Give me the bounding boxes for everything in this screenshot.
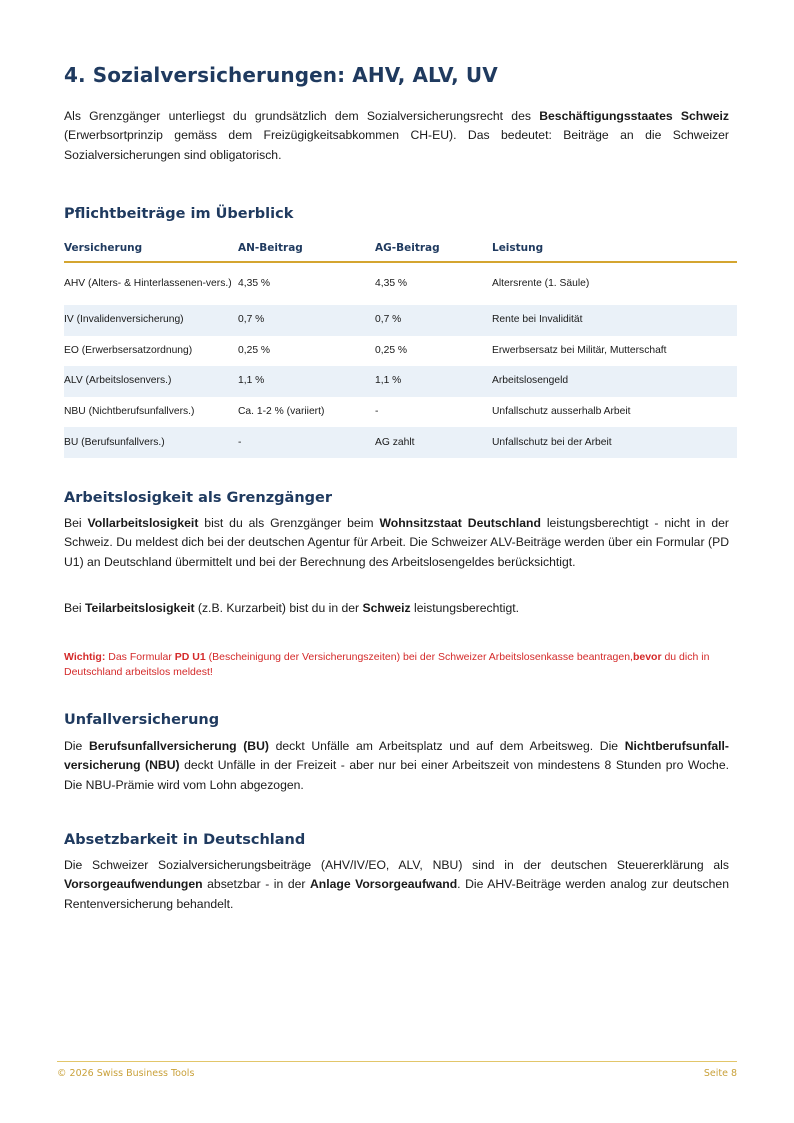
cell-ag-beitrag: 1,1 % <box>375 366 492 397</box>
text: Die <box>64 739 89 753</box>
text: du dich in Deutschland arbeitslos meldest! <box>64 651 710 678</box>
cell-ag-beitrag: - <box>375 406 379 418</box>
accident-paragraph <box>64 737 729 795</box>
cell-an-beitrag: 4,35 % <box>238 278 271 289</box>
bold-text: Berufsunfallversicherung (BU) <box>88 739 269 753</box>
text: deckt Unfälle am Arbeitsplatz und auf dem Arbeitsweg. Die <box>268 739 625 753</box>
cell-an-beitrag: - <box>238 427 375 458</box>
text: absetzbar - in der <box>202 877 310 892</box>
overview-heading: Pflichtbeiträge im Überblick <box>64 206 294 222</box>
header-versicherung: Versicherung <box>64 234 238 262</box>
bold-text: Vorsorgeaufwendungen <box>64 877 203 892</box>
intro-bold-1: Beschäftigungsstaates Schweiz <box>539 109 729 123</box>
text: bist du als Grenzgänger beim <box>198 516 380 530</box>
cell-versicherung: AHV (Alters- & Hinterlassenen-vers.) <box>64 278 232 289</box>
cell-ag-beitrag: 0,7 % <box>375 305 492 336</box>
footer-copyright: © 2026 Swiss Business Tools <box>57 1068 195 1079</box>
deductibility-paragraph <box>64 856 729 914</box>
table-row <box>64 305 737 336</box>
page-title: 4. Sozialversicherungen: AHV, ALV, UV <box>64 63 498 87</box>
unemployment-paragraph-2 <box>64 599 729 618</box>
cell-versicherung: IV (Invalidenversicherung) <box>64 305 238 336</box>
header-ag-beitrag: AG-Beitrag <box>375 234 492 262</box>
cell-leistung: Erwerbsersatz bei Militär, Mutterschaft <box>492 344 667 356</box>
text: Bei <box>64 516 88 530</box>
text: leistungsberechtigt - nicht in der Schweiz. Du meldest dich bei der deutschen Agentur für Arbeit. Die Schweizer ALV-Beiträge werden über ein Formular (PD U1) an Deutschland übermittelt und bei der Berechnung des Arbeitslosengeldes berücksichtigt. <box>64 516 729 569</box>
cell-leistung: Unfallschutz bei der Arbeit <box>492 427 737 458</box>
cell-versicherung: EO (Erwerbsersatzordnung) <box>64 344 193 356</box>
header-an-beitrag: AN-Beitrag <box>238 234 375 262</box>
cell-leistung: Altersrente (1. Säule) <box>492 278 590 289</box>
cell-ag-beitrag: AG zahlt <box>375 427 492 458</box>
deductibility-heading: Absetzbarkeit in Deutschland <box>64 832 306 848</box>
unemployment-paragraph-1 <box>64 514 729 572</box>
notice-label: Wichtig: <box>64 651 106 663</box>
text: (Bescheinigung der Versicherungszeiten) bei der Schweizer Arbeitslosenkasse beantragen, <box>205 651 633 663</box>
important-notice <box>64 650 729 680</box>
table-header-row <box>64 234 737 262</box>
intro-text-1: Als Grenzgänger unterliegst du grundsätzlich dem Sozialversicherungsrecht des <box>64 109 540 123</box>
contributions-table <box>64 234 737 458</box>
bold-text: Vollarbeitslosigkeit <box>87 516 199 530</box>
cell-leistung: Rente bei Invalidität <box>492 305 737 336</box>
footer-divider <box>57 1061 737 1062</box>
cell-leistung: Arbeitslosengeld <box>492 366 737 397</box>
bold-text: Wohnsitzstaat Deutschland <box>379 516 541 530</box>
cell-versicherung: NBU (Nichtberufsunfallvers.) <box>64 406 195 418</box>
bold-text: Anlage Vorsorgeaufwand <box>309 877 458 892</box>
text: Das Formular <box>105 651 175 663</box>
table-row <box>64 262 737 305</box>
cell-an-beitrag: 0,25 % <box>238 344 271 356</box>
bold-text: Teilarbeitslosigkeit <box>85 601 195 615</box>
unemployment-heading: Arbeitslosigkeit als Grenzgänger <box>64 490 333 506</box>
cell-ag-beitrag: 0,25 % <box>375 344 408 356</box>
cell-ag-beitrag: 4,35 % <box>375 278 408 289</box>
text: (z.B. Kurzarbeit) bist du in der <box>194 601 363 615</box>
cell-versicherung: BU (Berufsunfallvers.) <box>64 427 238 458</box>
cell-leistung: Unfallschutz ausserhalb Arbeit <box>492 406 631 418</box>
table-row <box>64 397 737 428</box>
text: . Die AHV-Beiträge werden analog zur deutschen Rentenversicherung behandelt. <box>64 877 729 911</box>
table-row <box>64 336 737 367</box>
bold-text: Schweiz <box>362 601 411 615</box>
intro-paragraph <box>64 107 729 165</box>
footer-page-number: Seite 8 <box>703 1068 737 1079</box>
header-leistung: Leistung <box>492 234 737 262</box>
bold-text: Nichtberufsunfall-versicherung (NBU) <box>64 739 729 773</box>
bold-text: PD U1 <box>174 651 206 663</box>
text: Die Schweizer Sozialversicherungsbeiträge (AHV/IV/EO, ALV, NBU) sind in der deutschen Steuererklärung als <box>64 858 729 872</box>
cell-an-beitrag: 0,7 % <box>238 305 375 336</box>
bold-text: bevor <box>632 651 662 663</box>
text: deckt Unfälle in der Freizeit - aber nur bei einer Arbeitszeit von mindestens 8 Stunden pro Woche. Die NBU-Prämie wird vom Lohn abgezogen. <box>64 758 729 792</box>
intro-text-2: (Erwerbsortprinzip gemäss dem Freizügigkeitsabkommen CH-EU). Das bedeutet: Beiträge an die Schweizer Sozialversicherungen sind obligatorisch. <box>64 128 729 162</box>
cell-versicherung: ALV (Arbeitslosenvers.) <box>64 366 238 397</box>
table-row <box>64 366 737 397</box>
cell-an-beitrag: 1,1 % <box>238 366 375 397</box>
table-row <box>64 427 737 458</box>
accident-heading: Unfallversicherung <box>64 712 220 728</box>
text: leistungsberechtigt. <box>410 601 519 615</box>
text: Bei <box>64 601 86 615</box>
cell-an-beitrag: Ca. 1-2 % (variiert) <box>238 406 325 418</box>
